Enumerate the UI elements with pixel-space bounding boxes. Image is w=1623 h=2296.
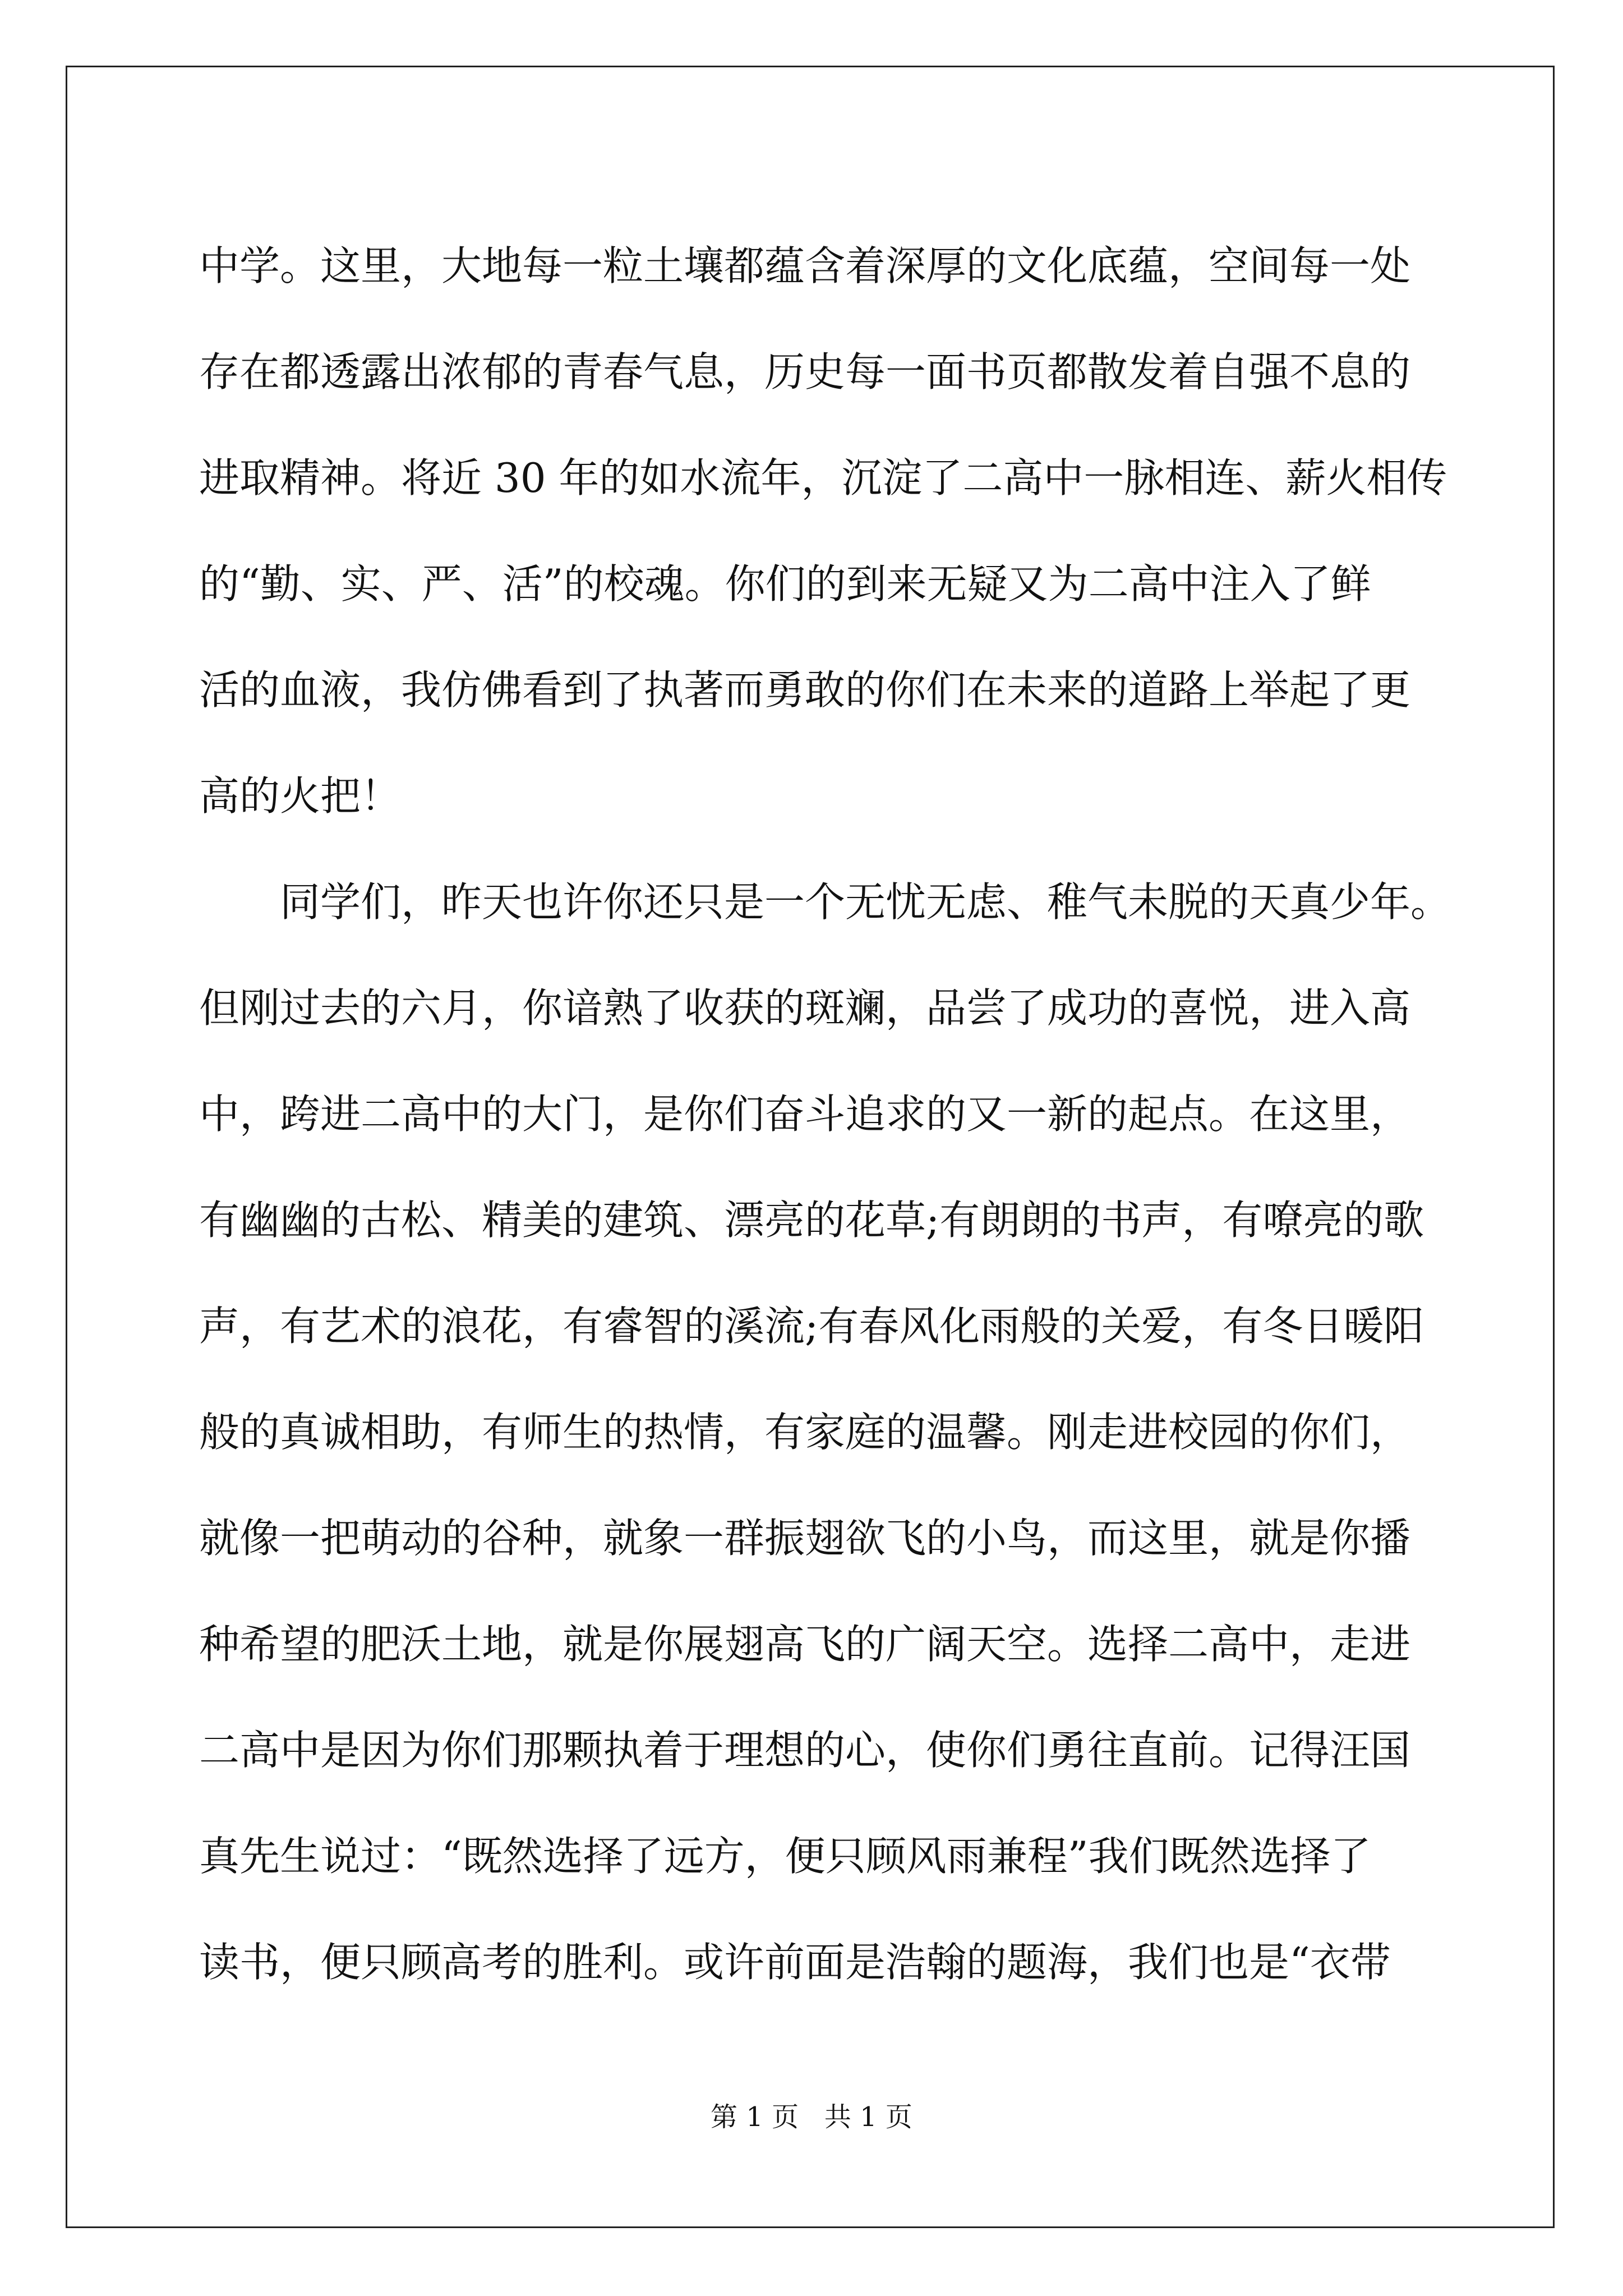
- text-line: 的“勤、实、严、活”的校魂。你们的到来无疑又为二高中注入了鲜: [199, 560, 1371, 608]
- text-line: 进取精神。将近 30 年的如水流年，沉淀了二高中一脉相连、薪火相传: [199, 454, 1447, 501]
- text-line: 存在都透露出浓郁的青春气息，历史每一面书页都散发着自强不息的: [199, 348, 1411, 395]
- text-line: 般的真诚相助，有师生的热情，有家庭的温馨。刚走进校园的你们，: [199, 1409, 1411, 1456]
- text-line: 二高中是因为你们那颗执着于理想的心，使你们勇往直前。记得汪国: [199, 1727, 1411, 1774]
- text-line: 声，有艺术的浪花，有睿智的溪流;有春风化雨般的关爱，有冬日暖阳: [199, 1303, 1424, 1350]
- text-line: 种希望的肥沃土地，就是你展翅高飞的广阔天空。选择二高中，走进: [199, 1621, 1411, 1668]
- text-line: 同学们，昨天也许你还只是一个无忧无虑、稚气未脱的天真少年。: [280, 878, 1451, 926]
- text-line: 读书，便只顾高考的胜利。或许前面是浩翰的题海，我们也是“衣带: [199, 1939, 1391, 1986]
- text-line: 有幽幽的古松、精美的建筑、漂亮的花草;有朗朗的书声，有嘹亮的歌: [199, 1197, 1424, 1244]
- text-line: 但刚过去的六月，你谙熟了收获的斑斓，品尝了成功的喜悦，进入高: [199, 984, 1411, 1032]
- text-line: 中学。这里，大地每一粒土壤都蕴含着深厚的文化底蕴，空间每一处: [199, 242, 1411, 289]
- text-line: 就像一把萌动的谷种，就象一群振翅欲飞的小鸟，而这里，就是你播: [199, 1515, 1411, 1562]
- text-line: 高的火把！: [199, 772, 402, 820]
- text-line: 中，跨进二高中的大门，是你们奋斗追求的又一新的起点。在这里，: [199, 1091, 1411, 1138]
- text-line: 活的血液，我仿佛看到了执著而勇敢的你们在未来的道路上举起了更: [199, 666, 1411, 714]
- text-line: 真先生说过：“既然选择了远方，便只顾风雨兼程”我们既然选择了: [199, 1833, 1371, 1880]
- document-body: [199, 213, 1451, 2016]
- page-number-footer: 第 1 页 共 1 页: [711, 2101, 912, 2133]
